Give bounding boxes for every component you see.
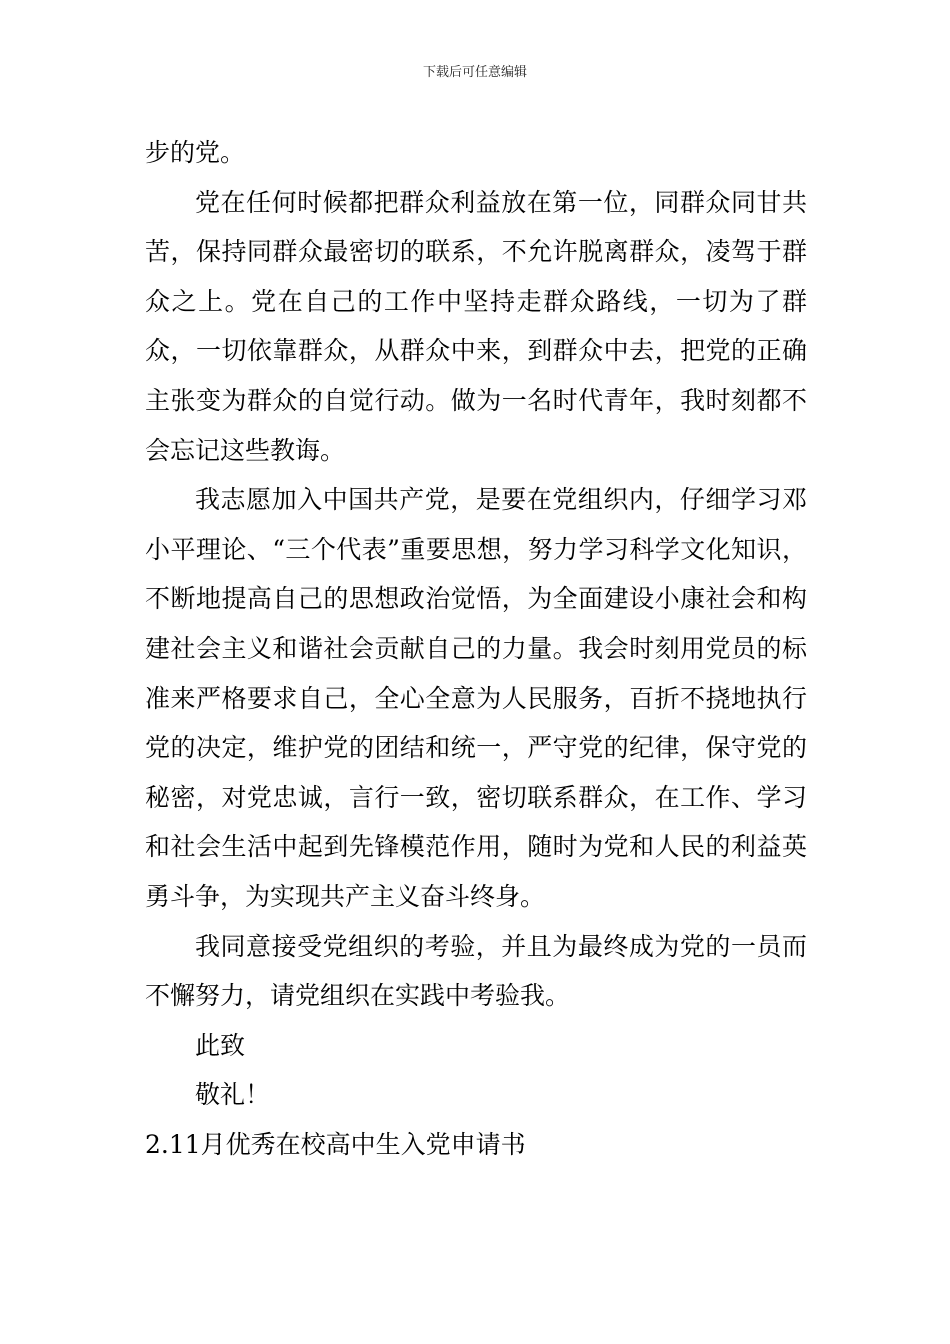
closing-respect: 敬礼！ xyxy=(195,1080,271,1110)
section-title: 2.11月优秀在校高中生入党申请书 xyxy=(145,1129,526,1159)
paragraph-acceptance: 我同意接受党组织的考验，并且为最终成为党的一员而不懈努力，请党组织在实践中考验我。 xyxy=(145,931,807,1011)
paragraph-continuation: 步的党。 xyxy=(145,138,246,167)
closing-salutation: 此致 xyxy=(195,1030,246,1060)
page-header-note: 下载后可任意编辑 xyxy=(422,65,527,80)
paragraph-mass-line: 党在任何时候都把群众利益放在第一位，同群众同甘共苦，保持同群众最密切的联系，不允许脱离群众，凌驾于群众之上。党在自己的工作中坚持走群众路线，一切为了群众，一切依靠群众，从群众中来，到群众中去，把党的正确主张变为群众的自觉行动。做为一名时代青年，我时刻都不会忘记这些教诲。 xyxy=(145,187,807,465)
paragraph-application-purpose: 我志愿加入中国共产党，是要在党组织内，仔细学习邓小平理论、“三个代表”重要思想，努力学习科学文化知识，不断地提高自己的思想政治觉悟，为全面建设小康社会和构建社会主义和谐社会贡献自己的力量。我会时刻用党员的标准来严格要求自己，全心全意为人民服务，百折不挠地执行党的决定，维护党的团结和统一，严守党的纪律，保守党的秘密，对党忠诚，言行一致，密切联系群众，在工作、学习和社会生活中起到先锋模范作用，随时为党和人民的利益英勇斗争，为实现共产主义奋斗终身。 xyxy=(145,485,807,911)
document-body xyxy=(145,128,807,1169)
